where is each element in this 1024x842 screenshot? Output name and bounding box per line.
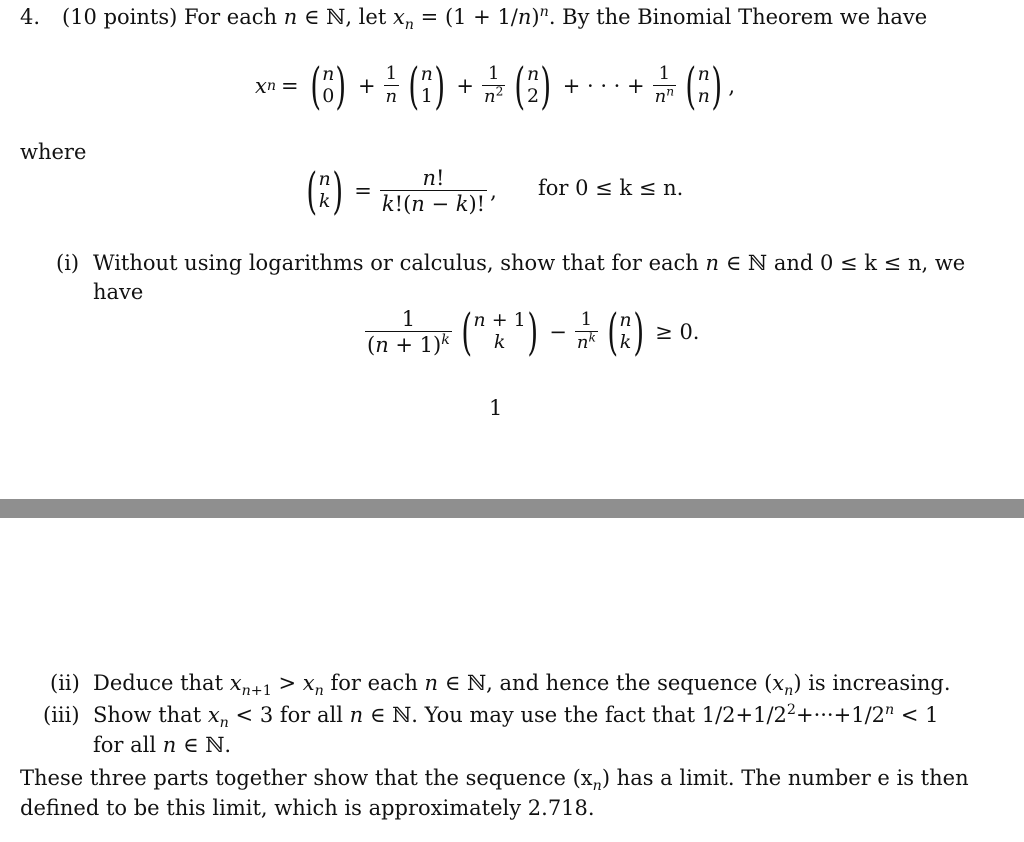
part-ii-text: Deduce that $x_{n+1} > x_n$ for each n ∈ ℕ, and hence the sequence $(x_n)$ is increasing. xyxy=(93,671,951,699)
part-i-text-a: Without using logarithms or calculus, show that for each xyxy=(93,251,699,275)
binomial-expansion-equation: x n = ( n 0 ) + $\frac{1}{n}$ ( n 1 ) + $\frac{1}{n^2}$ ( n 2 ) + · · · + $\frac{1}{n^n}$ ( n n ) , xyxy=(255,56,736,115)
part-ii-label: (ii) xyxy=(50,671,80,695)
intro-text-b: , let xyxy=(345,5,387,29)
part-ii-text-d: is increasing. xyxy=(808,671,951,695)
part-iii-text-line1: Show that $x_n < 3$ for all n ∈ ℕ. You may use the fact that $1/2+1/2^2+\cdot\cdot\cdot+1/2^n < 1$ xyxy=(93,702,939,731)
part-ii-text-a: Deduce that xyxy=(93,671,224,695)
page-number: 1 xyxy=(489,396,503,420)
part-iii-label: (iii) xyxy=(43,703,80,727)
part-ii-text-b: for each xyxy=(330,671,418,695)
page-divider xyxy=(0,499,1024,518)
part-iii-text-b: for all xyxy=(279,703,343,727)
part-i-inequality: $\frac{1}{(n + 1)^k}$ ( n + 1 k ) − $\frac{1}{n^k}$ ( n k ) ≥ 0. xyxy=(367,302,700,361)
part-iii-text-d: +···+1/2 xyxy=(795,703,885,727)
conclusion-line2: defined to be this limit, which is approximately 2.718. xyxy=(20,796,595,820)
part-iii-text-e: < 1 xyxy=(900,703,939,727)
part-i-label: (i) xyxy=(56,251,80,275)
part-iii-text-a: Show that xyxy=(93,703,202,727)
conclusion-text-b: ) has a limit. The number e is then xyxy=(601,766,969,790)
binomial-coefficient-definition: ( n k ) = $\frac{n!}{k!(n - k)!}$ , xyxy=(306,161,497,220)
range-condition: for 0 ≤ k ≤ n. xyxy=(538,176,684,200)
conclusion-text-a: These three parts together show that the sequence (x xyxy=(20,766,593,790)
part-iii-text-line2: for all n ∈ ℕ. xyxy=(93,733,232,757)
intro-text-a: (10 points) For each xyxy=(62,5,278,29)
problem-number: 4. xyxy=(20,5,41,29)
intro-text-c: . By the Binomial Theorem we have xyxy=(548,5,928,29)
part-i-text-line2: have xyxy=(93,280,144,304)
part-ii-text-c: , and hence the sequence xyxy=(486,671,758,695)
part-i-text-line1: Without using logarithms or calculus, show that for each n ∈ ℕ and 0 ≤ k ≤ n, we xyxy=(93,251,966,275)
part-iii-text-c: . You may use the fact that 1/2+1/2 xyxy=(411,703,787,727)
part-i-text-b: and 0 ≤ k ≤ n, we xyxy=(773,251,966,275)
where-label: where xyxy=(20,140,87,164)
problem-intro: (10 points) For each n ∈ ℕ, let $x_n = (1 + 1/n)^n$. By the Binomial Theorem we have xyxy=(62,4,928,33)
conclusion-line1: These three parts together show that the sequence $(x_n)$ has a limit. The number e is then xyxy=(20,766,969,794)
part-iii-text-f: for all xyxy=(93,733,157,757)
